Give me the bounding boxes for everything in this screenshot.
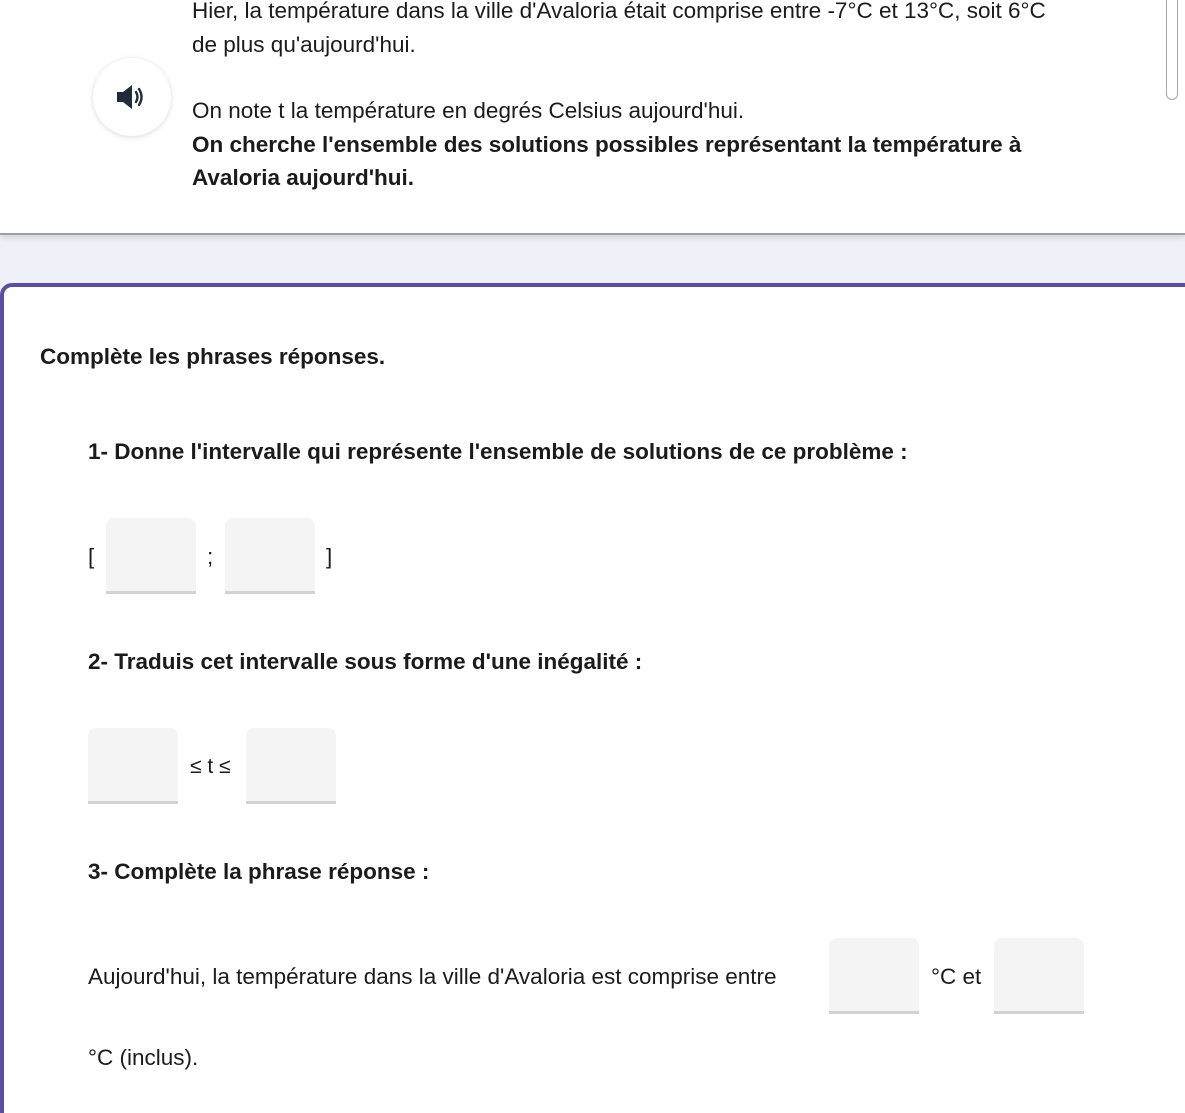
instruction-text: Complète les phrases réponses. [40,344,386,369]
q3-lower-input[interactable] [829,938,919,1014]
problem-text [192,0,1122,195]
q1-open-bracket: [ [88,544,95,569]
speaker-icon [115,83,149,111]
audio-button[interactable] [93,58,171,136]
question-2-title: 2- Traduis cet intervalle sous forme d'une inégalité : [88,649,643,674]
problem-question-2: Avaloria aujourd'hui. [192,165,415,190]
q1-close-bracket: ] [326,544,333,569]
q2-inequality: ≤ t ≤ [190,755,231,778]
problem-line-2: de plus qu'aujourd'hui. [192,31,416,57]
question-3-title: 3- Complète la phrase réponse : [88,859,430,884]
problem-statement-card [0,0,1185,235]
q1-separator: ; [207,544,214,569]
question-1-title: 1- Donne l'intervalle qui représente l'ensemble de solutions de ce problème : [88,439,908,464]
scrollbar-thumb[interactable] [1166,0,1178,100]
problem-line-3: On note t la température en degrés Celsius aujourd'hui. [192,98,745,123]
problem-question-1: On cherche l'ensemble des solutions possibles représentant la température à [192,131,1022,157]
q3-sentence-end: °C (inclus). [88,1045,199,1070]
q1-upper-input[interactable] [225,518,315,594]
q3-unit-and: °C et [931,964,982,989]
q2-lower-input[interactable] [88,728,178,804]
q3-sentence-start: Aujourd'hui, la température dans la ville d'Avaloria est comprise entre [88,964,777,989]
q3-upper-input[interactable] [994,938,1084,1014]
problem-line-1: Hier, la température dans la ville d'Avaloria était comprise entre -7°C et 13°C, soit 6°C [192,0,1046,23]
q1-lower-input[interactable] [106,518,196,594]
q2-upper-input[interactable] [246,728,336,804]
